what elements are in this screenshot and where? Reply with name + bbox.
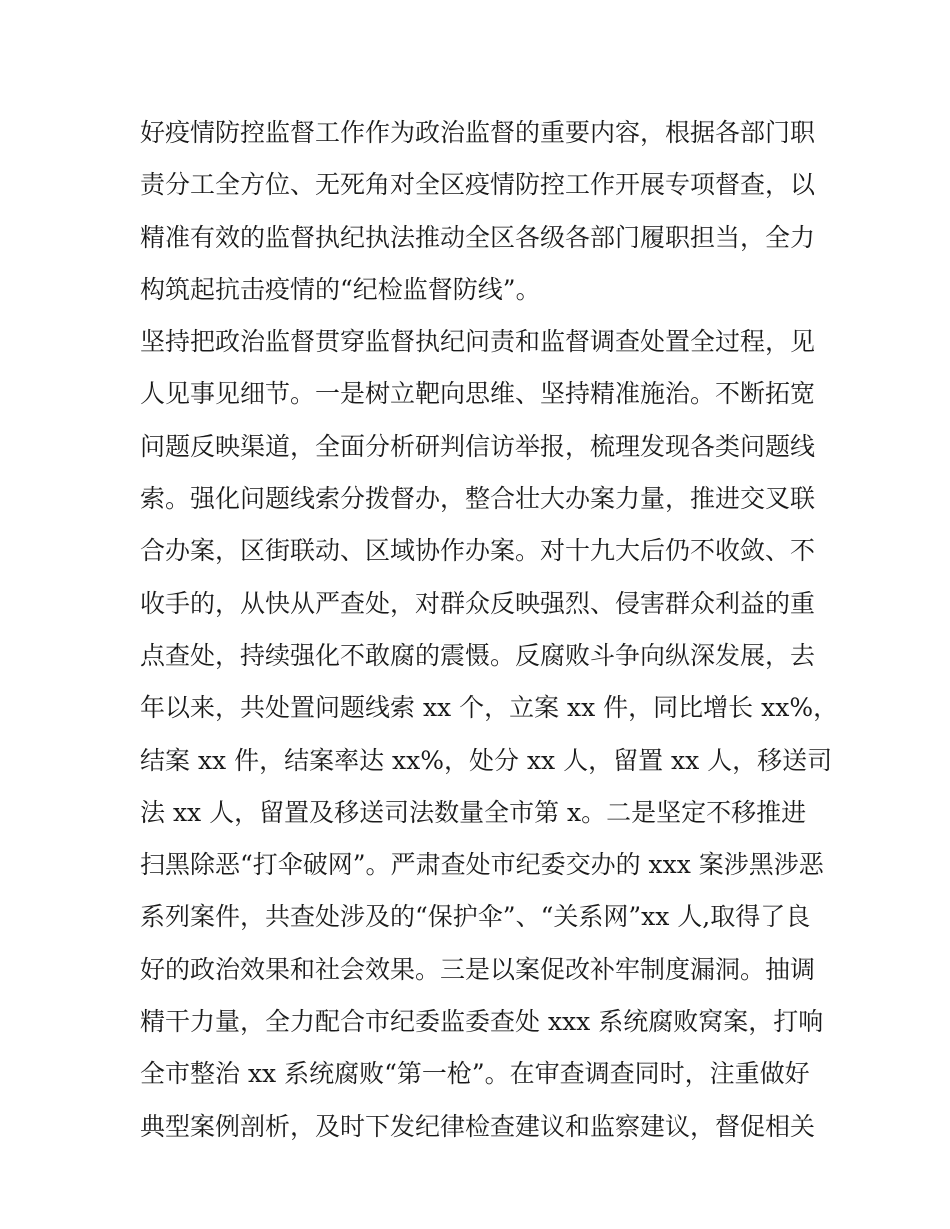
text-line: 全市整治 xx 系统腐败“第一枪”。在审查调查同时，注重做好 [140, 1059, 810, 1089]
text-line: 点查处，持续强化不敢腐的震慑。反腐败斗争向纵深发展，去 [140, 640, 816, 670]
text-line: 合办案，区街联动、区域协作办案。对十九大后仍不收敛、不 [140, 536, 816, 566]
text-line: 构筑起抗击疫情的“纪检监督防线”。 [140, 274, 541, 304]
text-line: 坚持把政治监督贯穿监督执纪问责和监督调查处置全过程，见 [140, 327, 816, 357]
text-line: 结案 xx 件，结案率达 xx%，处分 xx 人，留置 xx 人，移送司 [140, 745, 833, 775]
text-line: 责分工全方位、无死角对全区疫情防控工作开展专项督查，以 [140, 170, 816, 200]
text-line: 精准有效的监督执纪执法推动全区各级各部门履职担当，全力 [140, 222, 816, 252]
text-line: 精干力量，全力配合市纪委监委查处 xxx 系统腐败窝案，打响 [140, 1007, 824, 1037]
text-line: 索。强化问题线索分拨督办，整合壮大办案力量，推进交叉联 [140, 484, 816, 514]
text-line: 扫黑除恶“打伞破网”。严肃查处市纪委交办的 xxx 案涉黑涉恶 [140, 850, 824, 880]
text-line: 人见事见细节。一是树立靶向思维、坚持精准施治。不断拓宽 [140, 379, 816, 409]
text-line: 年以来，共处置问题线索 xx 个，立案 xx 件，同比增长 xx%， [140, 693, 839, 723]
body-text [140, 107, 839, 1153]
text-line: 好疫情防控监督工作作为政治监督的重要内容，根据各部门职 [140, 118, 816, 147]
text-line: 问题反映渠道，全面分析研判信访举报，梳理发现各类问题线 [140, 431, 816, 461]
text-line: 好的政治效果和社会效果。三是以案促改补牢制度漏洞。抽调 [140, 954, 816, 984]
text-line: 典型案例剖析，及时下发纪律检查建议和监察建议，督促相关 [140, 1111, 816, 1141]
text-line: 系列案件，共查处涉及的“保护伞”、“关系网”xx 人,取得了良 [140, 902, 811, 932]
text-line: 收手的，从快从严查处，对群众反映强烈、侵害群众利益的重 [140, 588, 816, 618]
text-line: 法 xx 人，留置及移送司法数量全市第 x。二是坚定不移推进 [140, 797, 807, 827]
